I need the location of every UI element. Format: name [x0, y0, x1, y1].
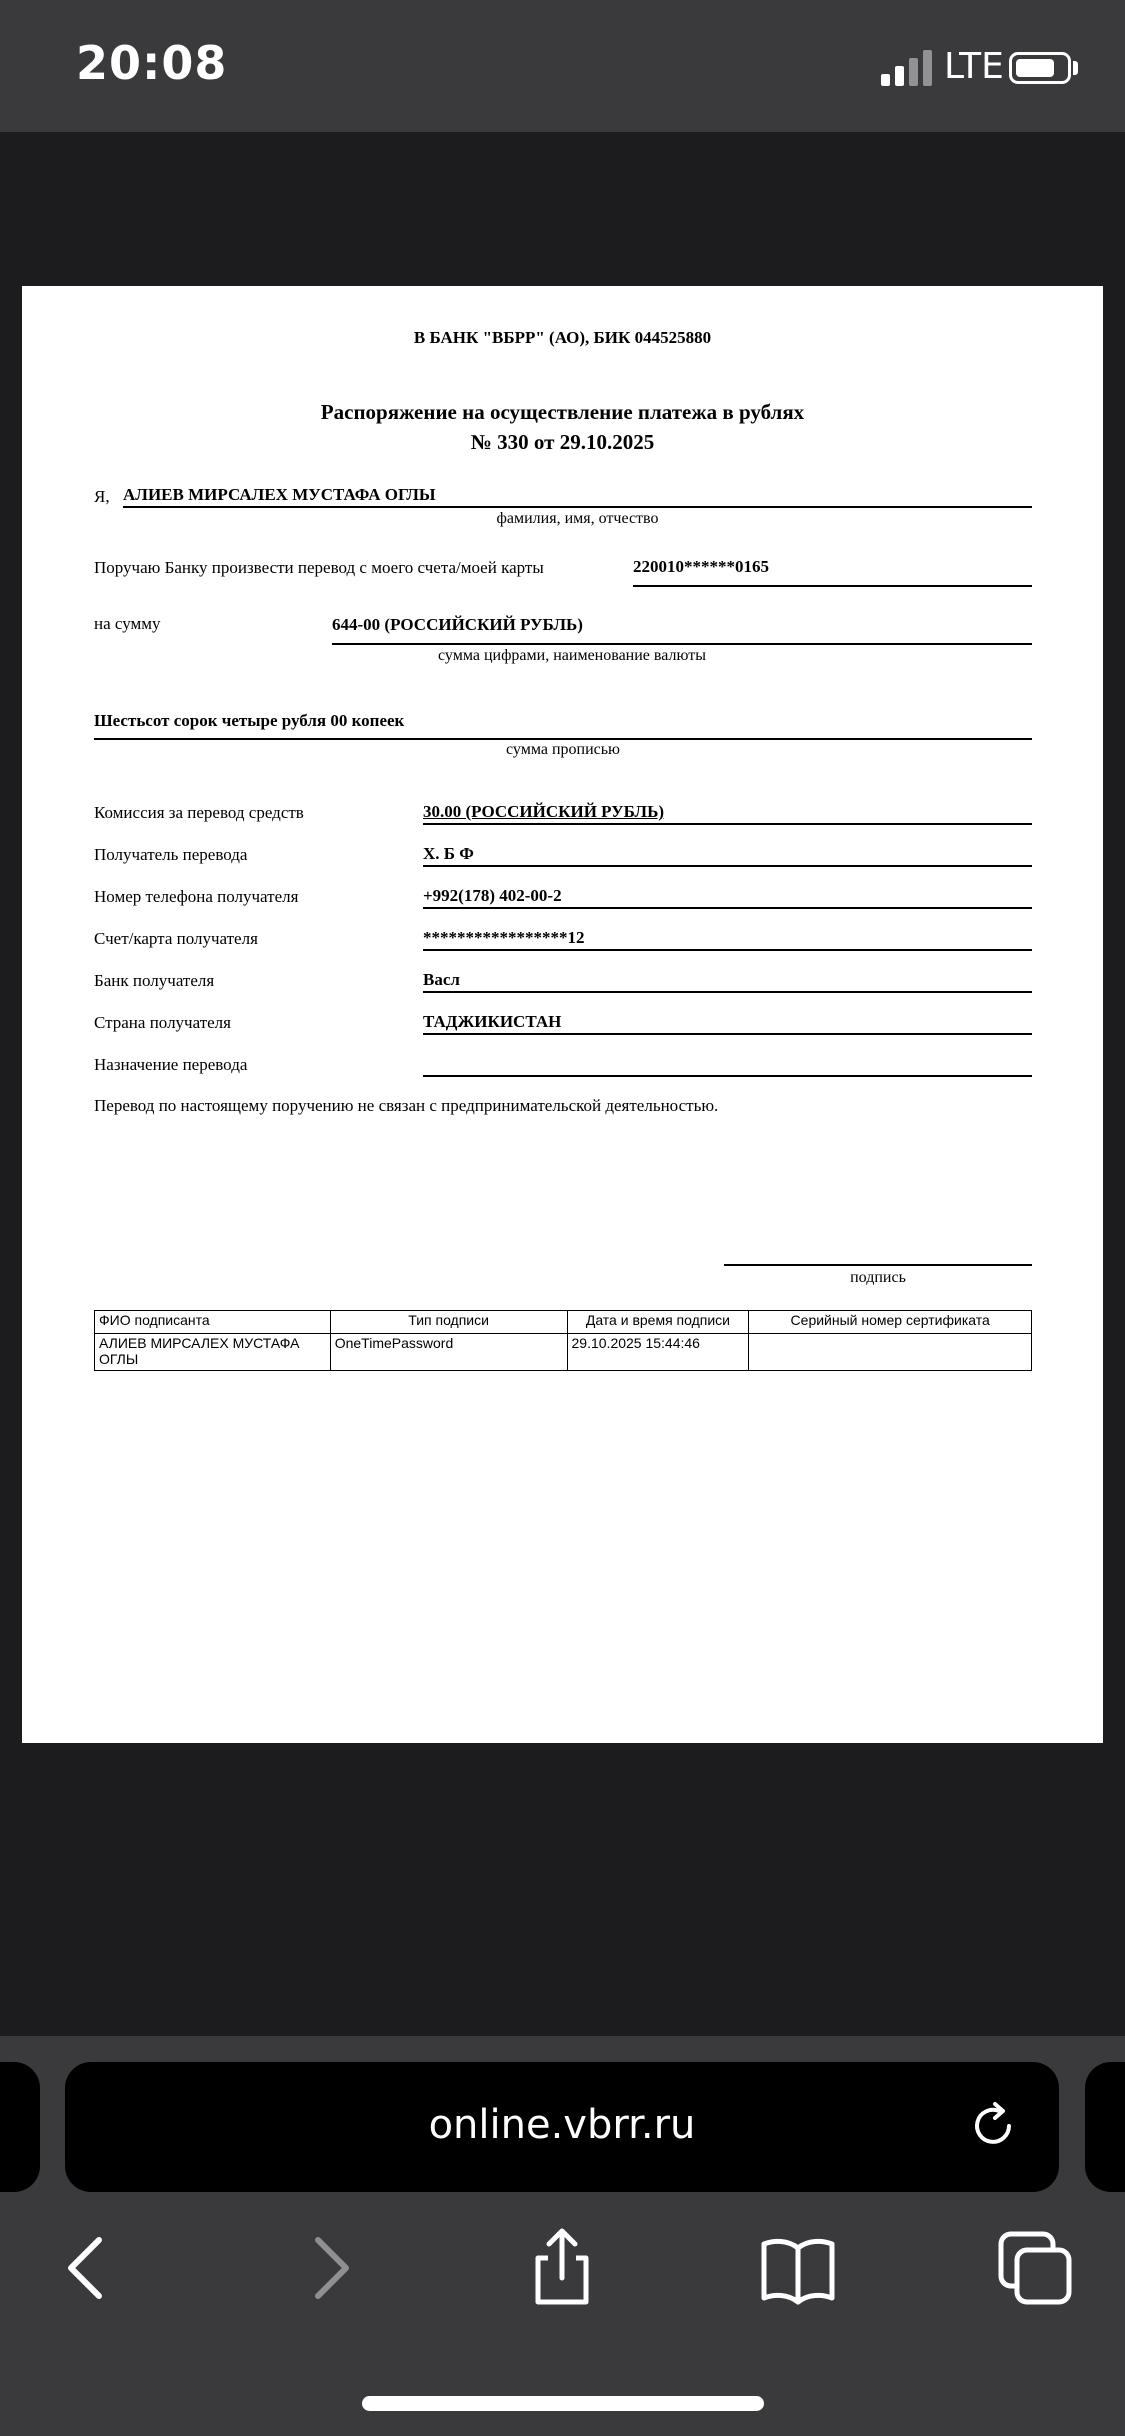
field-value: Х. Б Ф	[423, 844, 474, 863]
battery-icon	[1009, 52, 1071, 84]
reload-icon[interactable]	[965, 2098, 1021, 2154]
amount-underline	[332, 643, 1032, 645]
table-cell: OneTimePassword	[330, 1334, 567, 1371]
table-header: Серийный номер сертификата	[749, 1311, 1032, 1334]
i-prefix: Я,	[94, 487, 110, 506]
field-label: Назначение перевода	[94, 1055, 248, 1074]
field-label: Комиссия за перевод средств	[94, 803, 304, 822]
signature-line	[724, 1264, 1032, 1266]
amount-caption: сумма цифрами, наименование валюты	[438, 647, 706, 664]
payer-account: 220010******0165	[633, 557, 769, 576]
address-bar[interactable]	[65, 2062, 1059, 2192]
table-header: Дата и время подписи	[567, 1311, 749, 1334]
signature-caption: подпись	[850, 1269, 906, 1286]
url-text[interactable]: online.vbrr.ru	[428, 2102, 696, 2148]
next-tab-card[interactable]	[1085, 2062, 1125, 2192]
previous-tab-card[interactable]	[0, 2062, 40, 2192]
amount-words: Шестьсот сорок четыре рубля 00 копеек	[94, 711, 405, 730]
status-time: 20:08	[76, 36, 228, 90]
tabs-icon[interactable]	[995, 2228, 1075, 2308]
table-row	[95, 1334, 1032, 1371]
field-label: Счет/карта получателя	[94, 929, 258, 948]
home-indicator[interactable]	[362, 2396, 764, 2411]
field-value: Васл	[423, 970, 460, 989]
cellular-signal-icon	[881, 50, 933, 86]
amount-words-underline	[94, 738, 1032, 740]
table-cell: 29.10.2025 15:44:46	[567, 1334, 749, 1371]
amount-value: 644-00 (РОССИЙСКИЙ РУБЛЬ)	[332, 615, 583, 634]
share-icon[interactable]	[522, 2228, 602, 2308]
document-title: Распоряжение на осуществление платежа в рублях	[320, 400, 805, 424]
field-label: Получатель перевода	[94, 845, 248, 864]
field-value: *****************12	[423, 928, 585, 947]
table-header-row	[95, 1311, 1032, 1334]
amount-words-caption: сумма прописью	[506, 741, 620, 758]
document-number: № 330 от 29.10.2025	[470, 430, 655, 454]
account-underline	[633, 585, 1032, 587]
field-label: Банк получателя	[94, 971, 215, 990]
forward-icon[interactable]	[290, 2228, 370, 2308]
statement: Перевод по настоящему поручению не связан с предпринимательской деятельностью.	[94, 1096, 719, 1115]
field-value: 30.00 (РОССИЙСКИЙ РУБЛЬ)	[423, 802, 664, 821]
payment-order-document	[22, 286, 1103, 1743]
field-value: ТАДЖИКИСТАН	[423, 1012, 562, 1031]
payer-underline	[123, 506, 1032, 508]
table-cell: АЛИЕВ МИРСАЛЕХ МУСТАФА ОГЛЫ	[95, 1334, 331, 1371]
table-header: Тип подписи	[330, 1311, 567, 1334]
field-label: Номер телефона получателя	[94, 887, 299, 906]
payer-caption: фамилия, имя, отчество	[496, 510, 659, 527]
status-bar	[0, 0, 1125, 132]
bookmarks-icon[interactable]	[758, 2228, 838, 2308]
instruct-label: Поручаю Банку произвести перевод с моего счета/моей карты	[94, 558, 544, 577]
table-cell	[749, 1334, 1032, 1371]
signature-table	[94, 1310, 1032, 1371]
network-type: LTE	[944, 46, 1004, 87]
table-header: ФИО подписанта	[95, 1311, 331, 1334]
field-label: Страна получателя	[94, 1013, 231, 1032]
field-value: +992(178) 402-00-2	[423, 886, 562, 905]
payer-name: АЛИЕВ МИРСАЛЕХ МУСТАФА ОГЛЫ	[123, 485, 436, 504]
amount-label: на сумму	[94, 614, 161, 633]
back-icon[interactable]	[47, 2228, 127, 2308]
bank-header: В БАНК "ВБРР" (АО), БИК 044525880	[413, 328, 712, 347]
